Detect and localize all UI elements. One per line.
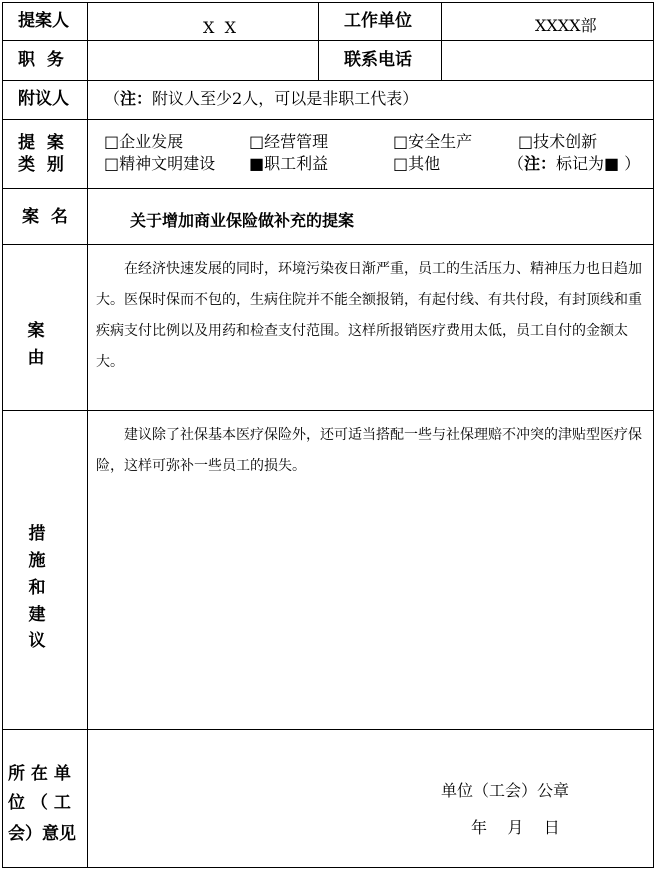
option-label: 精神文明建设 <box>119 154 216 173</box>
rule <box>2 119 654 120</box>
phone-label: 联系电话 <box>344 50 412 70</box>
measures-label-char: 议 <box>28 631 46 651</box>
note-open: （ <box>104 89 121 108</box>
proposer-value: X X <box>203 18 236 37</box>
co-signers-label: 附议人 <box>18 89 69 109</box>
rule <box>87 2 88 868</box>
rule <box>2 188 654 189</box>
rule <box>653 2 654 868</box>
opinion-label-line3: 会）意见 <box>8 824 76 844</box>
checkbox-icon: □ <box>104 154 120 173</box>
checkbox-icon: □ <box>249 132 265 151</box>
measures-label-char: 和 <box>28 578 46 598</box>
measures-label-char: 措 <box>28 524 46 544</box>
checkbox-icon: □ <box>393 154 409 173</box>
category-option-enterprise[interactable] <box>104 134 183 150</box>
measures-label-char: 建 <box>28 605 46 625</box>
option-label: 安全生产 <box>408 132 473 151</box>
option-label: 企业发展 <box>119 132 184 151</box>
option-label: 经营管理 <box>264 132 329 151</box>
note-open: （ <box>508 154 525 173</box>
proposer-label: 提案人 <box>18 11 69 31</box>
checkbox-icon: □ <box>518 132 534 151</box>
measures-text: 建议除了社保基本医疗保险外，还可适当搭配一些与社保理赔不冲突的津贴型医疗保险，这样可弥补一些员工的损失。 <box>96 427 642 474</box>
stamp-text: 单位（工会）公章 <box>441 781 570 800</box>
date-text: 年 月 日 <box>471 818 560 837</box>
checked-box-icon: ■ <box>249 154 265 173</box>
unit-value: XXXX部 <box>535 16 597 35</box>
rule <box>318 2 319 80</box>
option-label: 技术创新 <box>533 132 598 151</box>
category-option-welfare[interactable] <box>249 156 328 172</box>
rule <box>2 80 654 81</box>
category-option-safety[interactable] <box>393 134 472 150</box>
note-text: 标记为■ ） <box>556 154 641 173</box>
rule <box>2 40 654 41</box>
checkbox-icon: □ <box>104 132 120 151</box>
measures-label-char: 施 <box>28 551 46 571</box>
category-option-management[interactable] <box>249 134 328 150</box>
reason-label-char: 由 <box>27 348 45 368</box>
reason-label-char: 案 <box>27 321 45 341</box>
category-label-line1: 提 案 <box>18 133 64 153</box>
category-option-innovation[interactable] <box>518 134 597 150</box>
category-label-line2: 类 别 <box>18 155 64 175</box>
category-option-other[interactable] <box>393 156 440 172</box>
option-label: 职工利益 <box>264 154 329 173</box>
category-option-culture[interactable] <box>104 156 215 172</box>
position-label: 职 务 <box>18 50 64 70</box>
option-label: 其他 <box>408 154 441 173</box>
unit-label: 工作单位 <box>344 11 412 31</box>
title-label: 案 名 <box>22 207 68 227</box>
rule <box>441 2 442 80</box>
rule <box>2 867 654 868</box>
rule <box>2 410 654 411</box>
note-prefix: 注： <box>524 154 557 173</box>
co-signers-note <box>104 91 418 107</box>
rule <box>2 729 654 730</box>
opinion-label-line1: 所 在 单 <box>8 764 71 784</box>
note-text: 附议人至少2人，可以是非职工代表） <box>152 89 419 108</box>
opinion-label-line2: 位 （ 工 <box>8 793 71 813</box>
category-note <box>508 156 640 172</box>
checkbox-icon: □ <box>393 132 409 151</box>
reason-text: 在经济快速发展的同时，环境污染夜日渐严重，员工的生活压力、精神压力也日趋加大。医保时保而不包的，生病住院并不能全额报销，有起付线、有共付段，有封顶线和重疾病支付比例以及用药和检查支付范围。这样所报销医疗费用太低，员工自付的金额太大。 <box>96 261 642 370</box>
rule <box>2 2 654 3</box>
rule <box>2 2 3 868</box>
rule <box>2 244 654 245</box>
note-prefix: 注： <box>120 89 153 108</box>
proposal-title: 关于增加商业保险做补充的提案 <box>130 211 355 230</box>
